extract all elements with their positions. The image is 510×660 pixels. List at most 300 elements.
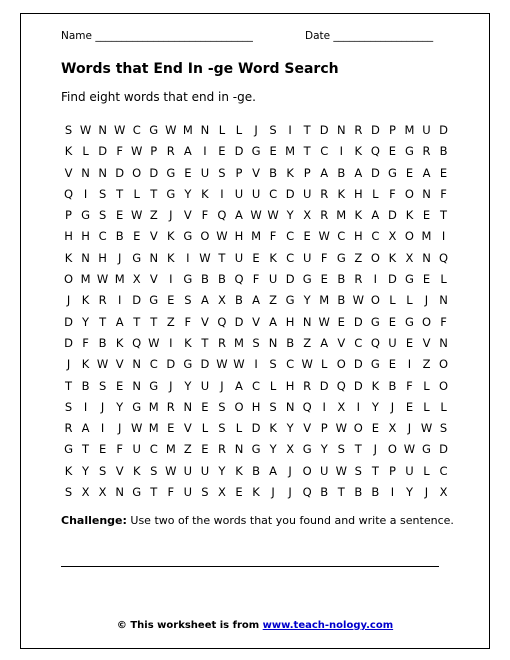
grid-letter[interactable]: L <box>82 144 89 159</box>
grid-letter[interactable]: Y <box>116 399 124 414</box>
grid-letter[interactable]: T <box>303 144 311 159</box>
grid-letter[interactable]: E <box>116 208 124 223</box>
grid-letter[interactable]: T <box>99 314 107 329</box>
grid-letter[interactable]: C <box>149 442 158 457</box>
grid-letter[interactable]: K <box>286 165 294 180</box>
grid-letter[interactable]: D <box>387 272 397 287</box>
grid-letter[interactable]: G <box>302 272 312 287</box>
grid-letter[interactable]: M <box>404 123 415 137</box>
grid-letter[interactable]: W <box>250 208 262 223</box>
grid-letter[interactable]: F <box>320 250 328 265</box>
grid-letter[interactable]: N <box>98 165 107 180</box>
grid-letter[interactable]: H <box>285 314 295 329</box>
grid-letter[interactable]: Q <box>63 186 74 201</box>
grid-letter[interactable]: G <box>183 357 193 372</box>
grid-letter[interactable]: N <box>149 250 159 265</box>
grid-letter[interactable]: J <box>66 293 71 308</box>
grid-letter[interactable]: Y <box>371 399 379 414</box>
grid-letter[interactable]: L <box>321 357 328 372</box>
grid-letter[interactable]: C <box>354 335 363 350</box>
grid-letter[interactable]: D <box>439 442 448 457</box>
grid-letter[interactable]: D <box>234 144 244 159</box>
grid-letter[interactable]: L <box>423 463 430 478</box>
grid-letter[interactable]: K <box>64 463 73 478</box>
grid-letter[interactable]: Q <box>370 144 380 159</box>
grid-letter[interactable]: D <box>200 357 210 372</box>
grid-letter[interactable]: K <box>354 208 363 223</box>
grid-letter[interactable]: M <box>319 293 330 308</box>
grid-letter[interactable]: N <box>81 165 90 180</box>
grid-letter[interactable]: X <box>439 485 448 500</box>
grid-letter[interactable]: R <box>354 272 363 287</box>
grid-letter[interactable]: L <box>201 421 209 436</box>
grid-letter[interactable]: W <box>301 357 313 372</box>
grid-letter[interactable]: Y <box>286 421 294 436</box>
grid-letter[interactable]: G <box>81 208 91 223</box>
grid-letter[interactable]: E <box>422 208 431 223</box>
grid-letter[interactable]: B <box>388 378 397 393</box>
grid-letter[interactable]: K <box>115 335 124 350</box>
grid-letter[interactable]: R <box>217 335 226 350</box>
grid-letter[interactable]: W <box>96 272 109 287</box>
grid-letter[interactable]: W <box>403 442 416 457</box>
grid-letter[interactable]: J <box>100 399 105 414</box>
grid-letter[interactable]: Y <box>184 378 192 393</box>
grid-letter[interactable]: M <box>148 399 159 414</box>
grid-letter[interactable]: W <box>216 357 228 372</box>
grid-letter[interactable]: B <box>439 144 448 159</box>
grid-letter[interactable]: F <box>184 314 192 329</box>
grid-letter[interactable]: K <box>235 463 243 478</box>
grid-letter[interactable]: R <box>422 144 431 159</box>
grid-letter[interactable]: J <box>424 485 429 500</box>
grid-letter[interactable]: D <box>285 272 295 287</box>
grid-letter[interactable]: L <box>389 293 396 308</box>
grid-letter[interactable]: U <box>200 165 210 180</box>
grid-letter[interactable]: J <box>271 485 275 500</box>
grid-letter[interactable]: K <box>64 144 73 159</box>
grid-letter[interactable]: W <box>233 357 245 372</box>
grid-letter[interactable]: T <box>82 442 90 457</box>
grid-letter[interactable]: A <box>269 314 278 329</box>
grid-letter[interactable]: L <box>423 378 430 393</box>
grid-letter[interactable]: E <box>388 357 397 372</box>
grid-letter[interactable]: N <box>132 378 142 393</box>
grid-letter[interactable]: B <box>371 485 380 500</box>
grid-letter[interactable]: K <box>64 250 73 265</box>
grid-letter[interactable]: K <box>252 485 260 500</box>
grid-letter[interactable]: K <box>201 186 209 201</box>
grid-letter[interactable]: V <box>422 335 431 350</box>
grid-letter[interactable]: C <box>286 229 295 244</box>
grid-letter[interactable]: I <box>390 485 395 500</box>
grid-letter[interactable]: G <box>149 123 159 137</box>
grid-letter[interactable]: S <box>218 399 226 414</box>
grid-letter[interactable]: F <box>440 186 447 201</box>
grid-letter[interactable]: E <box>422 272 431 287</box>
grid-letter[interactable]: S <box>337 442 345 457</box>
grid-letter[interactable]: N <box>336 123 346 137</box>
grid-letter[interactable]: U <box>234 250 244 265</box>
grid-letter[interactable]: G <box>251 144 261 159</box>
grid-letter[interactable]: T <box>150 485 158 500</box>
grid-letter[interactable]: O <box>387 442 397 457</box>
grid-letter[interactable]: Q <box>302 399 312 414</box>
grid-letter[interactable]: C <box>132 123 141 137</box>
grid-letter[interactable]: E <box>303 229 311 244</box>
grid-letter[interactable]: Q <box>302 485 312 500</box>
grid-letter[interactable]: W <box>131 208 143 223</box>
grid-letter[interactable]: N <box>200 123 210 137</box>
grid-letter[interactable]: E <box>320 272 328 287</box>
grid-letter[interactable]: A <box>81 421 90 436</box>
grid-letter[interactable]: T <box>133 314 141 329</box>
grid-letter[interactable]: L <box>218 123 226 137</box>
grid-letter[interactable]: W <box>148 335 160 350</box>
grid-letter[interactable]: S <box>98 378 107 393</box>
grid-letter[interactable]: W <box>131 144 143 159</box>
grid-letter[interactable]: D <box>353 378 363 393</box>
grid-letter[interactable]: G <box>387 165 397 180</box>
grid-letter[interactable]: V <box>252 165 260 180</box>
grid-letter[interactable]: A <box>252 293 260 308</box>
grid-letter[interactable]: O <box>302 463 312 478</box>
grid-letter[interactable]: L <box>372 186 379 201</box>
grid-letter[interactable]: H <box>251 399 261 414</box>
grid-letter[interactable]: J <box>169 208 173 223</box>
grid-letter[interactable]: K <box>184 335 192 350</box>
grid-letter[interactable]: V <box>337 335 346 350</box>
grid-letter[interactable]: A <box>200 293 209 308</box>
grid-letter[interactable]: L <box>440 272 447 287</box>
grid-letter[interactable]: T <box>354 442 362 457</box>
grid-letter[interactable]: E <box>133 229 141 244</box>
grid-letter[interactable]: Y <box>405 485 413 500</box>
grid-letter[interactable]: O <box>200 229 210 244</box>
grid-letter[interactable]: J <box>220 378 224 393</box>
grid-letter[interactable]: Q <box>217 208 227 223</box>
grid-letter[interactable]: Y <box>269 442 277 457</box>
grid-letter[interactable]: P <box>388 463 396 478</box>
grid-letter[interactable]: O <box>370 293 380 308</box>
grid-letter[interactable]: I <box>254 357 258 372</box>
answer-line[interactable] <box>61 566 439 567</box>
grid-letter[interactable]: G <box>166 165 176 180</box>
grid-letter[interactable]: B <box>252 463 260 478</box>
grid-letter[interactable]: R <box>320 186 329 201</box>
grid-letter[interactable]: X <box>81 485 90 500</box>
grid-letter[interactable]: W <box>216 229 228 244</box>
grid-letter[interactable]: A <box>269 463 278 478</box>
grid-letter[interactable]: G <box>370 357 380 372</box>
grid-letter[interactable]: I <box>169 335 173 350</box>
grid-letter[interactable]: I <box>441 229 446 244</box>
grid-letter[interactable]: W <box>79 123 92 137</box>
grid-letter[interactable]: K <box>337 186 346 201</box>
footer-link[interactable]: www.teach-nology.com <box>262 620 394 631</box>
grid-letter[interactable]: I <box>83 399 88 414</box>
grid-letter[interactable]: M <box>148 421 159 436</box>
grid-letter[interactable]: B <box>337 272 346 287</box>
grid-letter[interactable]: H <box>234 229 244 244</box>
grid-letter[interactable]: D <box>64 314 73 329</box>
grid-letter[interactable]: V <box>149 272 158 287</box>
grid-letter[interactable]: X <box>303 208 312 223</box>
grid-letter[interactable]: R <box>98 293 107 308</box>
grid-letter[interactable]: Y <box>184 186 192 201</box>
grid-letter[interactable]: N <box>115 485 124 500</box>
grid-letter[interactable]: E <box>184 165 192 180</box>
grid-letter[interactable]: H <box>98 250 107 265</box>
grid-letter[interactable]: E <box>167 421 175 436</box>
grid-letter[interactable]: B <box>200 272 209 287</box>
grid-letter[interactable]: X <box>388 421 397 436</box>
grid-letter[interactable]: Y <box>218 463 226 478</box>
grid-letter[interactable]: A <box>320 165 329 180</box>
grid-letter[interactable]: X <box>388 229 397 244</box>
grid-letter[interactable]: C <box>286 250 295 265</box>
grid-letter[interactable]: D <box>132 293 142 308</box>
grid-letter[interactable]: Y <box>303 293 311 308</box>
grid-letter[interactable]: X <box>405 250 414 265</box>
grid-letter[interactable]: U <box>302 186 312 201</box>
grid-letter[interactable]: E <box>235 485 243 500</box>
grid-letter[interactable]: S <box>184 293 192 308</box>
grid-letter[interactable]: O <box>404 186 414 201</box>
grid-letter[interactable]: A <box>115 314 124 329</box>
grid-letter[interactable]: O <box>421 314 432 329</box>
grid-letter[interactable]: B <box>354 485 363 500</box>
grid-letter[interactable]: C <box>252 378 261 393</box>
grid-letter[interactable]: U <box>200 378 210 393</box>
grid-letter[interactable]: C <box>98 229 107 244</box>
grid-letter[interactable]: Y <box>286 208 294 223</box>
grid-letter[interactable]: C <box>269 186 278 201</box>
grid-letter[interactable]: J <box>373 442 378 457</box>
grid-letter[interactable]: R <box>166 144 175 159</box>
grid-letter[interactable]: X <box>286 442 295 457</box>
grid-letter[interactable]: N <box>183 399 193 414</box>
grid-letter[interactable]: C <box>320 144 329 159</box>
grid-letter[interactable]: D <box>115 165 125 180</box>
grid-letter[interactable]: R <box>217 442 226 457</box>
grid-letter[interactable]: Q <box>132 335 142 350</box>
grid-letter[interactable]: S <box>269 123 277 137</box>
grid-letter[interactable]: V <box>149 229 158 244</box>
grid-letter[interactable]: S <box>98 186 107 201</box>
grid-letter[interactable]: E <box>388 314 397 329</box>
grid-letter[interactable]: D <box>370 165 380 180</box>
grid-letter[interactable]: J <box>390 399 395 414</box>
grid-letter[interactable]: M <box>336 208 347 223</box>
grid-letter[interactable]: W <box>352 293 364 308</box>
grid-letter[interactable]: D <box>387 208 397 223</box>
grid-letter[interactable]: Z <box>269 293 278 308</box>
grid-letter[interactable]: B <box>81 378 90 393</box>
grid-letter[interactable]: J <box>66 357 71 372</box>
grid-letter[interactable]: F <box>116 442 123 457</box>
grid-letter[interactable]: X <box>218 293 226 308</box>
grid-letter[interactable]: E <box>167 293 175 308</box>
grid-letter[interactable]: I <box>186 250 190 265</box>
grid-letter[interactable]: L <box>423 399 430 414</box>
grid-letter[interactable]: N <box>285 399 295 414</box>
grid-letter[interactable]: A <box>235 208 243 223</box>
grid-letter[interactable]: J <box>288 463 292 478</box>
grid-letter[interactable]: D <box>285 186 295 201</box>
grid-letter[interactable]: W <box>165 123 177 137</box>
grid-letter[interactable]: W <box>96 357 109 372</box>
grid-letter[interactable]: R <box>320 208 329 223</box>
grid-letter[interactable]: G <box>166 186 176 201</box>
grid-letter[interactable]: Q <box>370 335 380 350</box>
grid-letter[interactable]: E <box>252 250 260 265</box>
grid-letter[interactable]: U <box>422 123 431 137</box>
grid-letter[interactable]: D <box>149 165 159 180</box>
grid-letter[interactable]: E <box>337 314 345 329</box>
grid-letter[interactable]: F <box>167 485 175 500</box>
grid-letter[interactable]: Z <box>354 250 363 265</box>
grid-letter[interactable]: Z <box>183 442 192 457</box>
grid-letter[interactable]: Q <box>336 378 346 393</box>
grid-letter[interactable]: S <box>98 208 107 223</box>
grid-letter[interactable]: W <box>318 314 330 329</box>
grid-letter[interactable]: B <box>320 485 329 500</box>
grid-letter[interactable]: G <box>132 485 142 500</box>
grid-letter[interactable]: D <box>439 123 448 137</box>
grid-letter[interactable]: B <box>337 293 346 308</box>
grid-letter[interactable]: R <box>64 421 73 436</box>
grid-letter[interactable]: K <box>269 250 277 265</box>
grid-letter[interactable]: E <box>269 144 277 159</box>
grid-letter[interactable]: S <box>64 123 73 137</box>
grid-letter[interactable]: M <box>165 442 176 457</box>
grid-letter[interactable]: G <box>405 144 414 159</box>
grid-letter[interactable]: M <box>421 229 432 244</box>
grid-letter[interactable]: A <box>235 378 243 393</box>
grid-letter[interactable]: W <box>335 463 347 478</box>
grid-letter[interactable]: U <box>183 463 193 478</box>
grid-letter[interactable]: G <box>149 378 159 393</box>
grid-letter[interactable]: N <box>422 186 431 201</box>
grid-letter[interactable]: N <box>439 335 448 350</box>
grid-letter[interactable]: I <box>339 144 343 159</box>
grid-letter[interactable]: O <box>132 165 142 180</box>
grid-letter[interactable]: W <box>318 229 330 244</box>
grid-letter[interactable]: U <box>405 463 414 478</box>
grid-letter[interactable]: N <box>132 357 142 372</box>
grid-letter[interactable]: O <box>353 421 363 436</box>
grid-letter[interactable]: U <box>320 463 329 478</box>
grid-letter[interactable]: S <box>269 399 277 414</box>
grid-letter[interactable]: W <box>335 421 347 436</box>
grid-letter[interactable]: O <box>404 229 414 244</box>
grid-letter[interactable]: Z <box>303 335 312 350</box>
grid-letter[interactable]: G <box>183 272 193 287</box>
grid-letter[interactable]: L <box>235 421 243 436</box>
grid-letter[interactable]: D <box>353 357 363 372</box>
grid-letter[interactable]: C <box>286 357 295 372</box>
grid-letter[interactable]: O <box>336 357 346 372</box>
grid-letter[interactable]: J <box>407 421 412 436</box>
grid-letter[interactable]: N <box>268 335 278 350</box>
grid-letter[interactable]: I <box>83 186 88 201</box>
grid-letter[interactable]: F <box>406 378 413 393</box>
grid-letter[interactable]: A <box>371 208 380 223</box>
grid-letter[interactable]: G <box>422 442 431 457</box>
grid-letter[interactable]: T <box>150 186 158 201</box>
grid-letter[interactable]: E <box>218 144 226 159</box>
grid-letter[interactable]: W <box>131 421 143 436</box>
grid-letter[interactable]: O <box>234 399 244 414</box>
grid-letter[interactable]: T <box>337 485 345 500</box>
grid-letter[interactable]: E <box>201 442 209 457</box>
grid-letter[interactable]: H <box>285 378 295 393</box>
grid-letter[interactable]: V <box>115 463 124 478</box>
grid-letter[interactable]: B <box>286 335 295 350</box>
grid-letter[interactable]: E <box>371 421 379 436</box>
grid-letter[interactable]: B <box>115 229 124 244</box>
grid-letter[interactable]: G <box>132 250 142 265</box>
grid-letter[interactable]: I <box>373 272 378 287</box>
grid-letter[interactable]: U <box>200 463 210 478</box>
grid-letter[interactable]: V <box>64 165 73 180</box>
grid-letter[interactable]: M <box>251 229 261 244</box>
grid-letter[interactable]: X <box>337 399 346 414</box>
grid-letter[interactable]: K <box>167 250 175 265</box>
grid-letter[interactable]: S <box>252 335 260 350</box>
grid-letter[interactable]: D <box>319 378 329 393</box>
grid-letter[interactable]: I <box>288 123 292 137</box>
grid-letter[interactable]: B <box>337 165 346 180</box>
grid-letter[interactable]: L <box>440 399 447 414</box>
grid-letter[interactable]: S <box>64 485 73 500</box>
grid-letter[interactable]: G <box>336 250 346 265</box>
grid-letter[interactable]: I <box>407 357 412 372</box>
grid-letter[interactable]: E <box>405 165 414 180</box>
grid-letter[interactable]: A <box>320 335 329 350</box>
grid-letter[interactable]: P <box>65 208 72 223</box>
grid-letter[interactable]: I <box>356 399 361 414</box>
grid-letter[interactable]: Q <box>439 250 449 265</box>
grid-letter[interactable]: O <box>439 378 449 393</box>
grid-letter[interactable]: N <box>302 314 312 329</box>
grid-letter[interactable]: J <box>117 421 122 436</box>
grid-letter[interactable]: J <box>117 250 122 265</box>
grid-letter[interactable]: L <box>269 378 277 393</box>
grid-letter[interactable]: D <box>370 123 380 137</box>
grid-letter[interactable]: G <box>370 314 380 329</box>
grid-letter[interactable]: E <box>405 399 414 414</box>
grid-letter[interactable]: B <box>235 293 243 308</box>
grid-letter[interactable]: P <box>388 123 396 137</box>
grid-letter[interactable]: G <box>132 399 142 414</box>
grid-letter[interactable]: L <box>406 293 413 308</box>
grid-letter[interactable]: G <box>405 272 414 287</box>
grid-letter[interactable]: T <box>116 186 124 201</box>
grid-letter[interactable]: P <box>235 165 243 180</box>
grid-letter[interactable]: E <box>388 144 397 159</box>
grid-letter[interactable]: V <box>115 357 124 372</box>
grid-letter[interactable]: O <box>439 357 449 372</box>
grid-letter[interactable]: D <box>251 421 261 436</box>
grid-letter[interactable]: V <box>183 421 192 436</box>
grid-letter[interactable]: W <box>420 421 433 436</box>
grid-letter[interactable]: G <box>302 442 312 457</box>
grid-letter[interactable]: W <box>199 250 211 265</box>
grid-letter[interactable]: Y <box>82 463 90 478</box>
grid-letter[interactable]: J <box>288 485 292 500</box>
